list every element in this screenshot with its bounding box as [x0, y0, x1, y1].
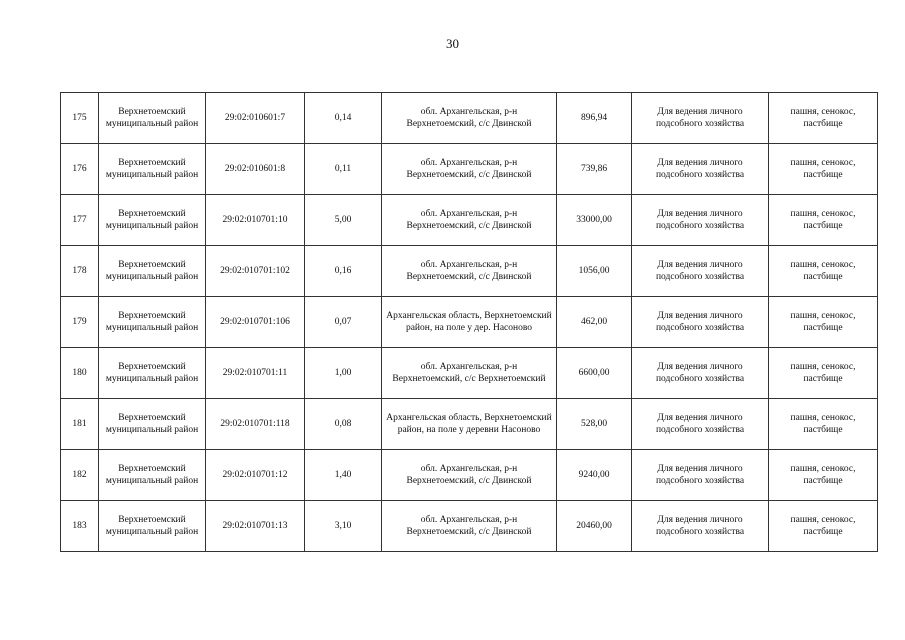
- table-row: [61, 144, 878, 195]
- address-cell: обл. Архангельская, р-н Верхнетоемский, с/с Двинской: [382, 450, 557, 501]
- district-cell: Верхнетоемский муниципальный район: [99, 195, 206, 246]
- district-cell: Верхнетоемский муниципальный район: [99, 144, 206, 195]
- address-cell: обл. Архангельская, р-н Верхнетоемский, с/с Двинской: [382, 144, 557, 195]
- row-number-cell: 175: [61, 93, 99, 144]
- value-cell: 9240,00: [557, 450, 632, 501]
- district-cell: Верхнетоемский муниципальный район: [99, 297, 206, 348]
- row-number-cell: 183: [61, 501, 99, 552]
- purpose-cell: Для ведения личного подсобного хозяйства: [632, 246, 769, 297]
- area-cell: 1,00: [305, 348, 382, 399]
- table-row: [61, 93, 878, 144]
- table-row: [61, 348, 878, 399]
- value-cell: 739,86: [557, 144, 632, 195]
- land-use-cell: пашня, сенокос, пастбище: [769, 144, 878, 195]
- cadastral-number-cell: 29:02:010701:106: [206, 297, 305, 348]
- area-cell: 0,08: [305, 399, 382, 450]
- cadastral-number-cell: 29:02:010701:10: [206, 195, 305, 246]
- row-number-cell: 180: [61, 348, 99, 399]
- area-cell: 5,00: [305, 195, 382, 246]
- cadastral-number-cell: 29:02:010601:7: [206, 93, 305, 144]
- area-cell: 0,07: [305, 297, 382, 348]
- value-cell: 896,94: [557, 93, 632, 144]
- area-cell: 3,10: [305, 501, 382, 552]
- address-cell: обл. Архангельская, р-н Верхнетоемский, с/с Верхнетоемский: [382, 348, 557, 399]
- cadastral-number-cell: 29:02:010701:102: [206, 246, 305, 297]
- land-use-cell: пашня, сенокос, пастбище: [769, 501, 878, 552]
- value-cell: 20460,00: [557, 501, 632, 552]
- page-number: 30: [446, 36, 459, 51]
- address-cell: Архангельская область, Верхнетоемский район, на поле у дер. Насоново: [382, 297, 557, 348]
- row-number-cell: 182: [61, 450, 99, 501]
- cadastral-number-cell: 29:02:010701:11: [206, 348, 305, 399]
- address-cell: обл. Архангельская, р-н Верхнетоемский, с/с Двинской: [382, 246, 557, 297]
- district-cell: Верхнетоемский муниципальный район: [99, 246, 206, 297]
- purpose-cell: Для ведения личного подсобного хозяйства: [632, 501, 769, 552]
- row-number-cell: 177: [61, 195, 99, 246]
- address-cell: обл. Архангельская, р-н Верхнетоемский, с/с Двинской: [382, 93, 557, 144]
- district-cell: Верхнетоемский муниципальный район: [99, 348, 206, 399]
- purpose-cell: Для ведения личного подсобного хозяйства: [632, 450, 769, 501]
- land-use-cell: пашня, сенокос, пастбище: [769, 399, 878, 450]
- purpose-cell: Для ведения личного подсобного хозяйства: [632, 348, 769, 399]
- purpose-cell: Для ведения личного подсобного хозяйства: [632, 399, 769, 450]
- cadastral-number-cell: 29:02:010701:13: [206, 501, 305, 552]
- land-use-cell: пашня, сенокос, пастбище: [769, 348, 878, 399]
- land-use-cell: пашня, сенокос, пастбище: [769, 297, 878, 348]
- value-cell: 1056,00: [557, 246, 632, 297]
- purpose-cell: Для ведения личного подсобного хозяйства: [632, 195, 769, 246]
- value-cell: 6600,00: [557, 348, 632, 399]
- district-cell: Верхнетоемский муниципальный район: [99, 501, 206, 552]
- land-use-cell: пашня, сенокос, пастбище: [769, 195, 878, 246]
- value-cell: 528,00: [557, 399, 632, 450]
- value-cell: 462,00: [557, 297, 632, 348]
- purpose-cell: Для ведения личного подсобного хозяйства: [632, 297, 769, 348]
- district-cell: Верхнетоемский муниципальный район: [99, 399, 206, 450]
- land-plots-table: [60, 92, 878, 552]
- area-cell: 0,14: [305, 93, 382, 144]
- row-number-cell: 179: [61, 297, 99, 348]
- cadastral-number-cell: 29:02:010701:12: [206, 450, 305, 501]
- district-cell: Верхнетоемский муниципальный район: [99, 93, 206, 144]
- row-number-cell: 181: [61, 399, 99, 450]
- table-row: [61, 297, 878, 348]
- row-number-cell: 178: [61, 246, 99, 297]
- row-number-cell: 176: [61, 144, 99, 195]
- area-cell: 0,16: [305, 246, 382, 297]
- table-row: [61, 195, 878, 246]
- cadastral-number-cell: 29:02:010601:8: [206, 144, 305, 195]
- table-row: [61, 450, 878, 501]
- area-cell: 1,40: [305, 450, 382, 501]
- cadastral-number-cell: 29:02:010701:118: [206, 399, 305, 450]
- land-use-cell: пашня, сенокос, пастбище: [769, 450, 878, 501]
- district-cell: Верхнетоемский муниципальный район: [99, 450, 206, 501]
- table-row: [61, 501, 878, 552]
- address-cell: обл. Архангельская, р-н Верхнетоемский, с/с Двинской: [382, 501, 557, 552]
- land-use-cell: пашня, сенокос, пастбище: [769, 93, 878, 144]
- table-row: [61, 246, 878, 297]
- value-cell: 33000,00: [557, 195, 632, 246]
- area-cell: 0,11: [305, 144, 382, 195]
- land-use-cell: пашня, сенокос, пастбище: [769, 246, 878, 297]
- address-cell: Архангельская область, Верхнетоемский район, на поле у деревни Насоново: [382, 399, 557, 450]
- address-cell: обл. Архангельская, р-н Верхнетоемский, с/с Двинской: [382, 195, 557, 246]
- purpose-cell: Для ведения личного подсобного хозяйства: [632, 144, 769, 195]
- table-row: [61, 399, 878, 450]
- purpose-cell: Для ведения личного подсобного хозяйства: [632, 93, 769, 144]
